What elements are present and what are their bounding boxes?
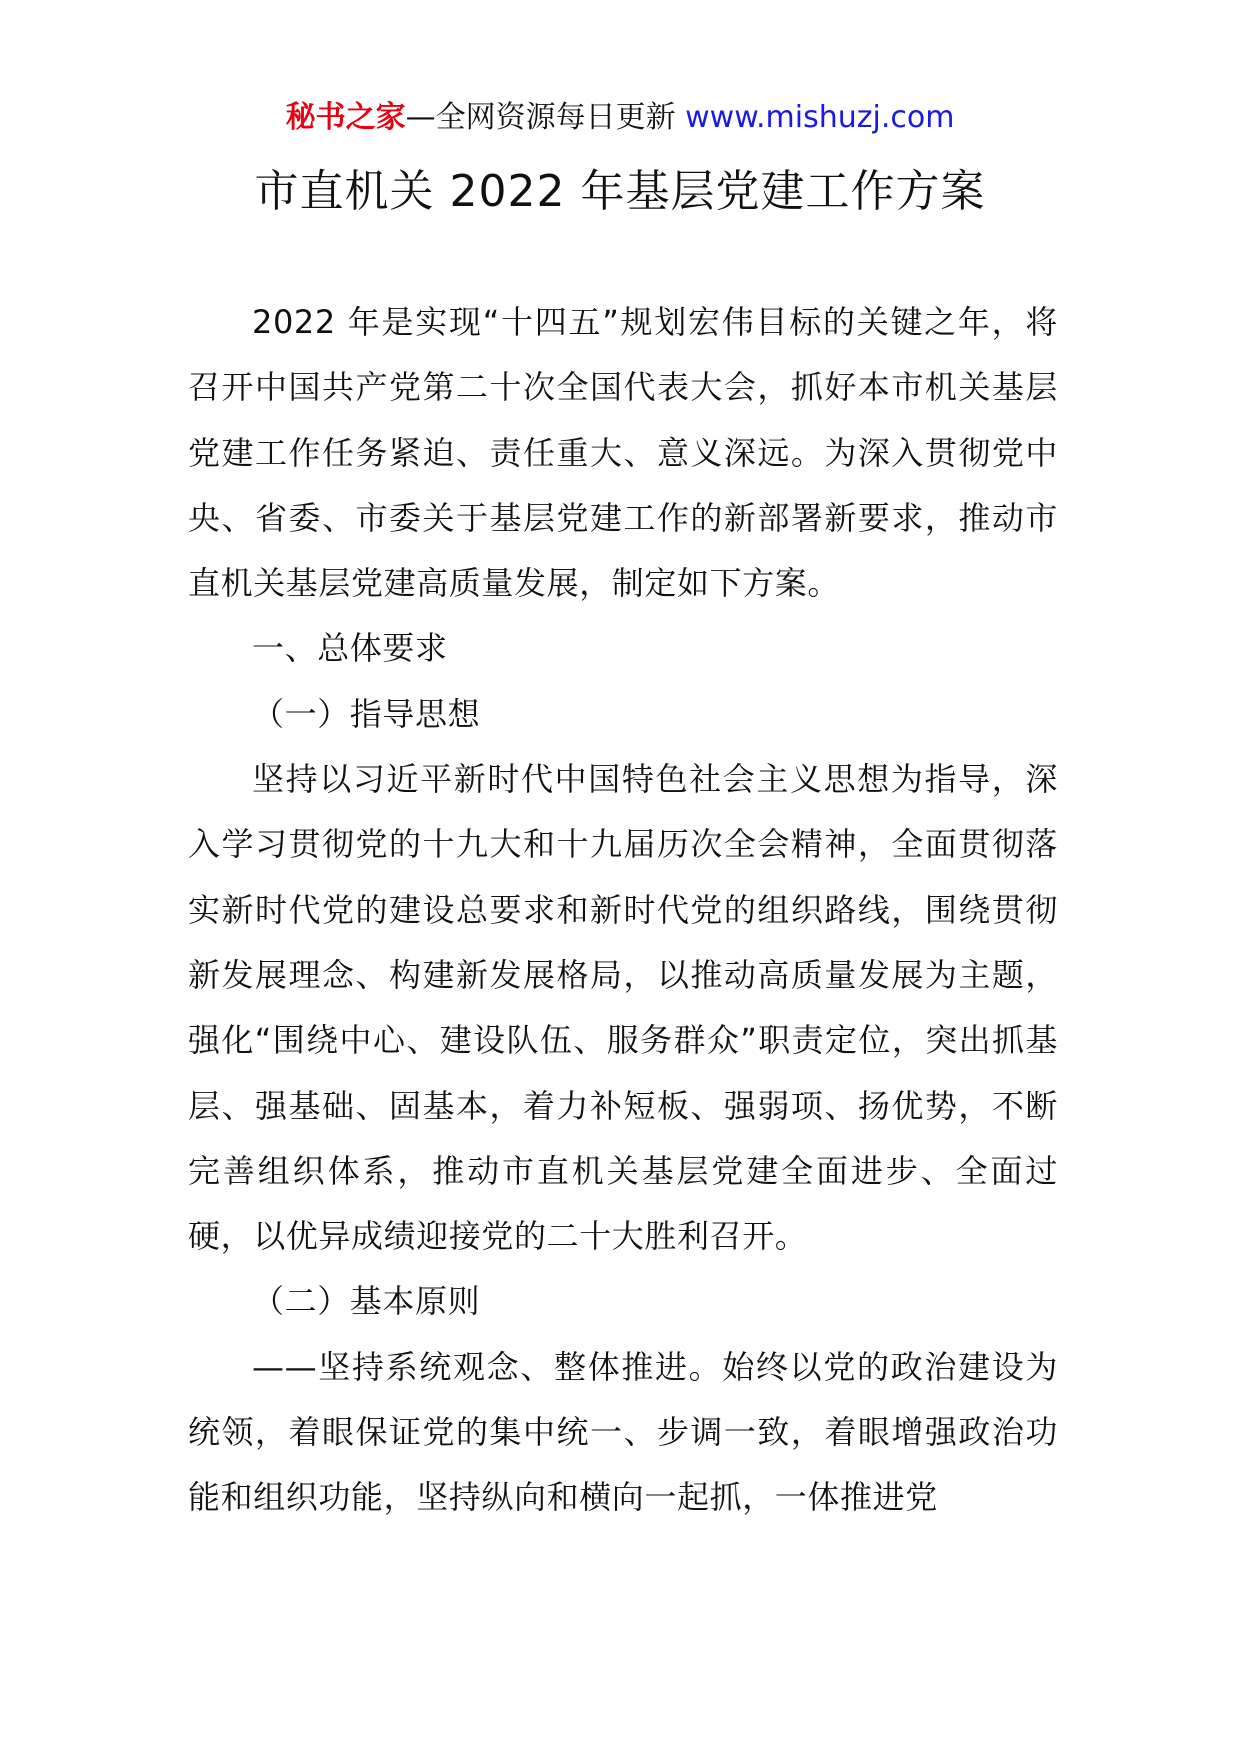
site-brand: 秘书之家 <box>285 100 406 135</box>
paragraph-intro: 2022 年是实现“十四五”规划宏伟目标的关键之年，将召开中国共产党第二十次全国代表大会，抓好本市机关基层党建工作任务紧迫、责任重大、意义深远。为深入贯彻党中央、省委、市委关于基层党建工作的新部署新要求，推动市直机关基层党建高质量发展，制定如下方案。 <box>188 303 1058 603</box>
subsection-heading-guiding-ideology: （一）指导思想 <box>252 694 481 733</box>
paragraph-principle-systematic: ——坚持系统观念、整体推进。始终以党的政治建设为统领，着眼保证党的集中统一、步调一致，着眼增强政治功能和组织功能，坚持纵向和横向一起抓，一体推进党 <box>188 1347 1058 1517</box>
site-header <box>0 98 1240 138</box>
site-tagline: —全网资源每日更新 <box>405 100 676 135</box>
subsection-heading-basic-principles: （二）基本原则 <box>252 1282 481 1321</box>
paragraph-guiding-ideology: 坚持以习近平新时代中国特色社会主义思想为指导，深入学习贯彻党的十九大和十九届历次全会精神，全面贯彻落实新时代党的建设总要求和新时代党的组织路线，围绕贯彻新发展理念、构建新发展格局，以推动高质量发展为主题，强化“围绕中心、建设队伍、服务群众”职责定位，突出抓基层、强基础、固基本，着力补短板、强弱项、扬优势，不断完善组织体系，推动市直机关基层党建全面进步、全面过硬，以优异成绩迎接党的二十大胜利召开。 <box>188 760 1058 1256</box>
document-title: 市直机关 2022 年基层党建工作方案 <box>254 166 986 217</box>
document-body <box>188 290 1058 1531</box>
section-heading-general-requirements: 一、总体要求 <box>252 629 448 668</box>
site-url-link[interactable]: www.mishuzj.com <box>685 100 955 135</box>
